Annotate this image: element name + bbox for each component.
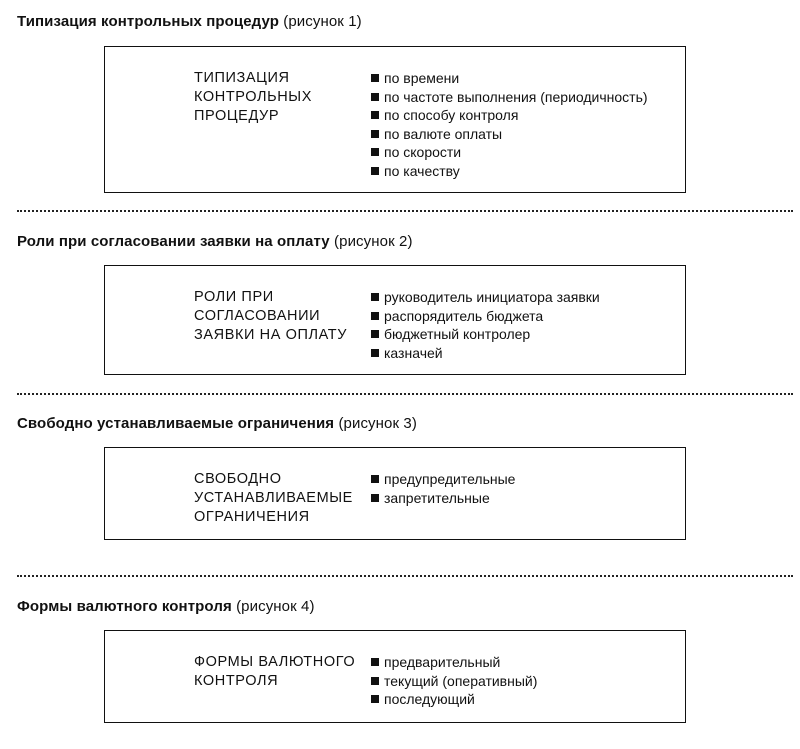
box-4-label: ФОРМЫ ВАЛЮТНОГО КОНТРОЛЯ [194, 654, 356, 689]
list-item: по частоте выполнения (периодичность) [371, 88, 648, 107]
list-item: текущий (оперативный) [371, 672, 537, 691]
box-2-list [371, 288, 600, 362]
list-item: по времени [371, 69, 648, 88]
list-item: по качеству [371, 162, 648, 181]
square-bullet-icon [371, 349, 379, 357]
box-3-list [371, 470, 515, 507]
square-bullet-icon [371, 93, 379, 101]
square-bullet-icon [371, 148, 379, 156]
diagram-box-1 [104, 46, 686, 193]
dotted-separator [17, 393, 793, 395]
diagram-box-4 [104, 630, 686, 723]
section-1-heading: Типизация контрольных процедур [17, 13, 279, 30]
section-title-4 [17, 598, 315, 616]
section-2-heading: Роли при согласовании заявки на оплату [17, 233, 330, 250]
list-item: предупредительные [371, 470, 515, 489]
section-4-heading: Формы валютного контроля [17, 598, 232, 615]
square-bullet-icon [371, 74, 379, 82]
square-bullet-icon [371, 312, 379, 320]
list-item: казначей [371, 344, 600, 363]
list-item: по скорости [371, 143, 648, 162]
dotted-separator [17, 210, 793, 212]
section-title-1 [17, 13, 362, 31]
diagram-box-3 [104, 447, 686, 540]
list-item: распорядитель бюджета [371, 307, 600, 326]
section-title-2 [17, 233, 413, 251]
list-item: предварительный [371, 653, 537, 672]
section-title-3 [17, 415, 417, 433]
square-bullet-icon [371, 494, 379, 502]
section-1-figure-ref: (рисунок 1) [283, 13, 362, 30]
box-2-label: РОЛИ ПРИ СОГЛАСОВАНИИ ЗАЯВКИ НА ОПЛАТУ [194, 289, 348, 343]
box-4-list [371, 653, 537, 709]
section-3-heading: Свободно устанавливаемые ограничения [17, 415, 335, 432]
square-bullet-icon [371, 130, 379, 138]
list-item: запретительные [371, 489, 515, 508]
list-item: последующий [371, 690, 537, 709]
square-bullet-icon [371, 658, 379, 666]
square-bullet-icon [371, 111, 379, 119]
square-bullet-icon [371, 475, 379, 483]
section-3-figure-ref: (рисунок 3) [338, 415, 417, 432]
list-item: по валюте оплаты [371, 125, 648, 144]
box-3-label: СВОБОДНО УСТАНАВЛИВАЕМЫЕ ОГРАНИЧЕНИЯ [194, 471, 353, 525]
square-bullet-icon [371, 293, 379, 301]
box-1-list [371, 69, 648, 180]
square-bullet-icon [371, 695, 379, 703]
square-bullet-icon [371, 677, 379, 685]
dotted-separator [17, 575, 793, 577]
square-bullet-icon [371, 330, 379, 338]
list-item: по способу контроля [371, 106, 648, 125]
section-2-figure-ref: (рисунок 2) [334, 233, 413, 250]
square-bullet-icon [371, 167, 379, 175]
list-item: руководитель инициатора заявки [371, 288, 600, 307]
diagram-box-2 [104, 265, 686, 375]
section-4-figure-ref: (рисунок 4) [236, 598, 315, 615]
list-item: бюджетный контролер [371, 325, 600, 344]
box-1-label: ТИПИЗАЦИЯ КОНТРОЛЬНЫХ ПРОЦЕДУР [194, 70, 312, 124]
